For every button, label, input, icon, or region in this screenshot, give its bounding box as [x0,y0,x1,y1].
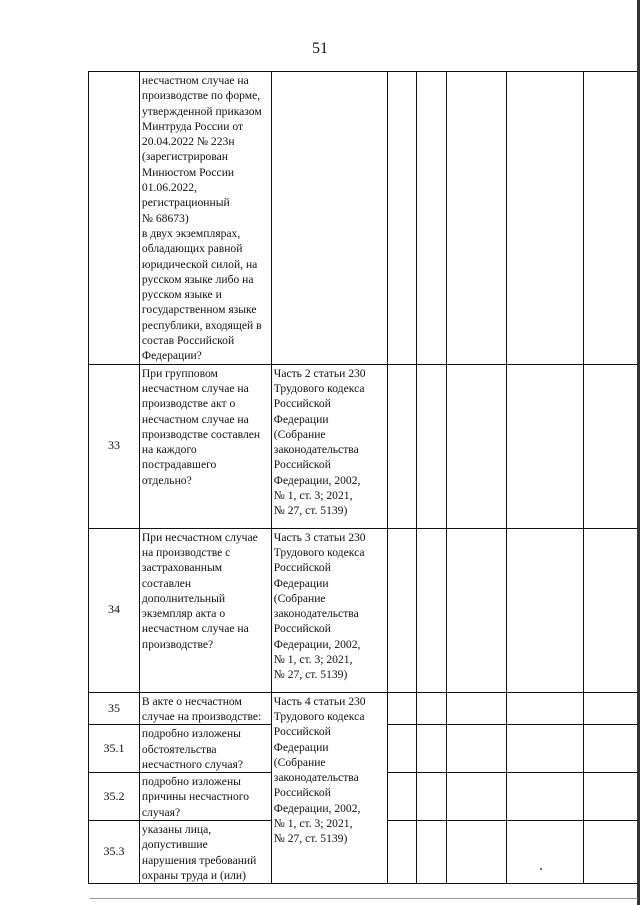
answer-cell-no [416,528,446,692]
answer-cell-na [446,692,507,725]
question-cell: несчастном случае на производстве по форме, утвержденной приказом Минтруда России от 20.04.2022 № 223н (зарегистрирован Минюстом России 01.06.2022, регистрационный № 68673) в двух экземплярах, обладающих равной юридической силой, на русском языке либо на русском языке и государственном языке республики, входящей в состав Российской Федерации? [139,72,271,365]
question-cell: подробно изложены обстоятельства несчастного случая? [139,725,271,773]
table-row [89,364,640,528]
answer-cell-no [416,364,446,528]
scan-bottom-line [90,898,638,899]
answer-cell-extra [584,725,640,773]
answer-cell-extra [584,72,640,365]
answer-cell-yes [387,692,416,725]
row-number: 35.1 [89,725,140,773]
answer-cell-extra [584,692,640,725]
row-number: 35.2 [89,773,140,821]
answer-cell-extra [584,773,640,821]
question-cell: При групповом несчастном случае на производстве акт о несчастном случае на производстве составлен на каждого пострадавшего отдельно? [139,364,271,528]
question-cell: В акте о несчастном случае на производстве: [139,692,271,725]
answer-cell-na [446,725,507,773]
answer-cell-extra [584,528,640,692]
answer-cell-na [446,773,507,821]
table-row [89,692,640,725]
reference-cell: Часть 2 статьи 230 Трудового кодекса Российской Федерации (Собрание законодательства Российской Федерации, 2002, № 1, ст. 3; 2021, № 27, ст. 5139) [271,364,387,528]
answer-cell-note [507,773,584,821]
answer-cell-no [416,773,446,821]
page-number: 51 [312,40,328,57]
answer-cell-yes [387,725,416,773]
answer-cell-no [416,821,446,884]
answer-cell-no [416,692,446,725]
checklist-table [88,71,640,884]
answer-cell-note [507,692,584,725]
question-cell: указаны лица, допустившие нарушения требований охраны труда и (или) [139,821,271,884]
table-row [89,72,640,365]
answer-cell-yes [387,821,416,884]
row-number: 34 [89,528,140,692]
answer-cell-note [507,72,584,365]
answer-cell-no [416,72,446,365]
answer-cell-no [416,725,446,773]
question-cell: При несчастном случае на производстве с застрахованным составлен дополнительный экземпляр акта о несчастном случае на производстве? [139,528,271,692]
answer-cell-yes [387,72,416,365]
answer-cell-na [446,364,507,528]
answer-cell-note [507,528,584,692]
row-number [89,72,140,365]
answer-cell-yes [387,528,416,692]
answer-cell-extra [584,821,640,884]
answer-cell-note [507,725,584,773]
answer-cell-yes [387,364,416,528]
reference-cell [271,72,387,365]
table-row [89,528,640,692]
row-number: 35 [89,692,140,725]
scan-speck [540,868,542,870]
reference-cell: Часть 4 статьи 230 Трудового кодекса Российской Федерации (Собрание законодательства Российской Федерации, 2002, № 1, ст. 3; 2021, № 27, ст. 5139) [271,692,387,884]
question-cell: подробно изложены причины несчастного случая? [139,773,271,821]
answer-cell-extra [584,364,640,528]
reference-cell: Часть 3 статьи 230 Трудового кодекса Российской Федерации (Собрание законодательства Российской Федерации, 2002, № 1, ст. 3; 2021, № 27, ст. 5139) [271,528,387,692]
row-number: 33 [89,364,140,528]
answer-cell-yes [387,773,416,821]
row-number: 35.3 [89,821,140,884]
answer-cell-note [507,821,584,884]
answer-cell-na [446,72,507,365]
answer-cell-note [507,364,584,528]
answer-cell-na [446,528,507,692]
answer-cell-na [446,821,507,884]
